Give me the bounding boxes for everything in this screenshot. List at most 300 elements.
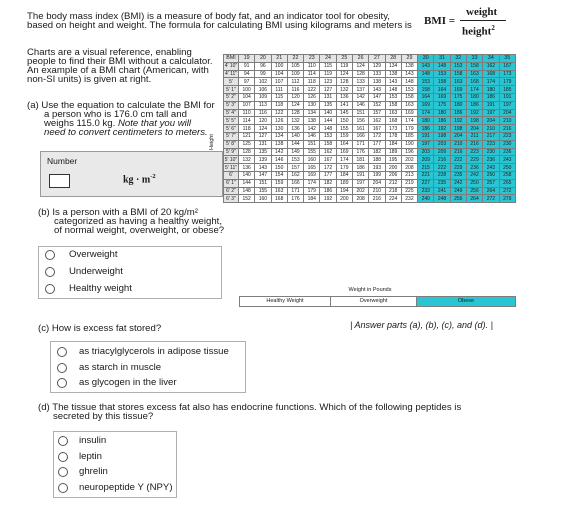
weight-cell: 150: [271, 164, 287, 172]
option-healthy-weight[interactable]: Healthy weight: [69, 283, 132, 294]
weight-cell: 121: [239, 132, 255, 140]
weight-cell: 116: [287, 86, 303, 94]
weight-cell: 122: [304, 86, 320, 94]
weight-cell: 174: [304, 179, 320, 187]
weight-cell: 110: [304, 62, 320, 70]
weight-cell: 172: [320, 164, 336, 172]
weight-cell: 213: [401, 171, 417, 179]
weight-cell: 104: [271, 70, 287, 78]
part-c-question: (c) How is excess fat stored?: [38, 323, 162, 334]
weight-cell: 186: [320, 187, 336, 195]
weight-cell: 172: [369, 132, 385, 140]
weight-cell: 250: [499, 164, 516, 172]
weight-cell: 111: [271, 86, 287, 94]
bmi-table-row: [224, 179, 516, 187]
weight-cell: 209: [434, 148, 450, 156]
weight-cell: 204: [483, 117, 499, 125]
weight-cell: 167: [369, 125, 385, 133]
weight-cell: 182: [369, 148, 385, 156]
option-leptin[interactable]: leptin: [79, 451, 102, 462]
weight-cell: 124: [255, 125, 271, 133]
weight-cell: 232: [401, 195, 417, 203]
weight-cell: 210: [483, 125, 499, 133]
height-label: 5' 11": [224, 164, 238, 171]
weight-cell: 143: [385, 78, 401, 86]
weight-cell: 194: [336, 187, 352, 195]
weight-cell: 164: [418, 93, 434, 101]
weight-cell: 177: [320, 171, 336, 179]
weight-cell: 136: [287, 125, 303, 133]
weight-cell: 250: [466, 179, 482, 187]
radio-healthy-weight[interactable]: [45, 284, 55, 294]
weight-cell: 128: [239, 148, 255, 156]
weight-cell: 169: [418, 101, 434, 109]
weight-cell: 110: [239, 109, 255, 117]
weight-cell: 181: [352, 156, 368, 164]
weight-cell: 116: [255, 109, 271, 117]
option-triacylglycerols[interactable]: as triacylglycerols in adipose tissue: [79, 346, 229, 357]
weight-cell: 124: [352, 62, 368, 70]
weight-cell: 120: [287, 93, 303, 101]
weight-cell: 148: [418, 70, 434, 78]
weight-cell: 136: [336, 93, 352, 101]
legend-obese: Obese: [416, 296, 516, 307]
weight-cell: 192: [320, 195, 336, 203]
weight-cell: 250: [483, 171, 499, 179]
bmi-value-header: 28: [385, 55, 401, 63]
weight-cell: 104: [239, 93, 255, 101]
weight-cell: 216: [499, 125, 516, 133]
bmi-number-input[interactable]: [49, 174, 70, 188]
number-label: Number: [47, 156, 78, 166]
bmi-table-row: [224, 62, 516, 70]
height-label: 6' 3": [224, 195, 239, 203]
radio-neuropeptide-y[interactable]: [58, 483, 68, 493]
bmi-value-header: 29: [401, 55, 417, 63]
bmi-chart-table: [223, 54, 516, 203]
number-answer-box: [40, 151, 223, 197]
part-a-line-4: need to convert centimeters to meters.: [44, 127, 208, 138]
weight-cell: 179: [336, 164, 352, 172]
weight-cell: 106: [255, 86, 271, 94]
option-overweight[interactable]: Overweight: [69, 249, 118, 260]
weight-cell: 163: [450, 78, 466, 86]
weight-cell: 136: [239, 164, 255, 172]
weight-cell: 140: [287, 132, 303, 140]
weight-cell: 180: [466, 93, 482, 101]
weight-cell: 163: [401, 101, 417, 109]
part-b-line-1: (b) Is a person with a BMI of 20 kg/m²: [38, 207, 198, 218]
weight-cell: 264: [483, 187, 499, 195]
weight-cell: 258: [499, 171, 516, 179]
weight-cell: 160: [255, 195, 271, 203]
weight-cell: 173: [499, 70, 516, 78]
weight-cell: 209: [418, 156, 434, 164]
formula-fraction-line: [460, 20, 506, 21]
weight-cell: 169: [304, 171, 320, 179]
charts-line-2: people to find their BMI without a calculator.: [27, 56, 213, 67]
bmi-value-header: 19: [239, 55, 255, 63]
option-starch[interactable]: as starch in muscle: [79, 362, 162, 373]
weight-cell: 148: [401, 78, 417, 86]
weight-cell: 179: [499, 78, 516, 86]
weight-cell: 115: [271, 93, 287, 101]
option-neuropeptide-y[interactable]: neuropeptide Y (NPY): [79, 482, 173, 493]
weight-cell: 134: [304, 109, 320, 117]
weight-cell: 122: [271, 109, 287, 117]
weight-cell: 204: [499, 109, 516, 117]
weight-cell: 132: [336, 86, 352, 94]
bmi-table-row: [224, 171, 516, 179]
bmi-value-header: 26: [352, 55, 368, 63]
bmi-value-header: 30: [418, 55, 434, 63]
bmi-value-header: 23: [304, 55, 320, 63]
weight-cell: 212: [385, 179, 401, 187]
weight-cell: 235: [450, 171, 466, 179]
option-ghrelin[interactable]: ghrelin: [79, 466, 108, 477]
weight-cell: 243: [483, 164, 499, 172]
weight-cell: 177: [369, 140, 385, 148]
weight-cell: 272: [499, 187, 516, 195]
part-b-line-3: of normal weight, overweight, or obese?: [54, 225, 225, 236]
weight-cell: 153: [287, 156, 303, 164]
weight-cell: 256: [466, 187, 482, 195]
height-label: 5' 7": [224, 132, 239, 140]
weight-cell: 173: [385, 125, 401, 133]
weight-cell: 119: [336, 62, 352, 70]
weight-cell: 168: [483, 70, 499, 78]
bmi-value-header: 21: [271, 55, 287, 63]
legend-healthy-weight: Healthy Weight: [239, 296, 331, 307]
bmi-table-row: [224, 70, 516, 78]
weight-cell: 223: [499, 132, 516, 140]
weight-cell: 184: [336, 171, 352, 179]
weight-cell: 180: [450, 101, 466, 109]
weight-cell: 174: [418, 109, 434, 117]
weight-cell: 166: [352, 132, 368, 140]
weight-cell: 225: [401, 187, 417, 195]
weight-cell: 155: [304, 148, 320, 156]
weight-cell: 222: [434, 164, 450, 172]
weight-cell: 168: [385, 117, 401, 125]
weight-cell: 144: [239, 179, 255, 187]
bmi-corner-label: BMI: [224, 55, 239, 63]
part-a-line-2: a person who is 176.0 cm tall and: [44, 109, 187, 120]
weight-cell: 265: [499, 179, 516, 187]
weight-cell: 143: [369, 86, 385, 94]
weight-cell: 180: [483, 86, 499, 94]
weight-cell: 138: [401, 62, 417, 70]
part-a-line-1: (a) Use the equation to calculate the BMI for: [27, 100, 215, 111]
weight-cell: 100: [239, 86, 255, 94]
weight-cell: 193: [369, 164, 385, 172]
weight-cell: 159: [336, 132, 352, 140]
weight-cell: 200: [385, 164, 401, 172]
weight-cell: 153: [434, 70, 450, 78]
weight-cell: 165: [304, 164, 320, 172]
answer-note: | Answer parts (a), (b), (c), and (d). |: [350, 320, 493, 330]
weight-cell: 235: [434, 179, 450, 187]
weight-cell: 114: [239, 117, 255, 125]
weight-cell: 166: [287, 179, 303, 187]
weight-cell: 168: [271, 195, 287, 203]
height-label: 5' 4": [224, 109, 239, 117]
charts-line-3: An example of a BMI chart (American, with: [27, 65, 209, 76]
weight-cell: 236: [466, 164, 482, 172]
weight-cell: 153: [385, 93, 401, 101]
charts-line-4: non-SI units) is given at right.: [27, 74, 152, 85]
weight-cell: 197: [483, 109, 499, 117]
weight-cell: 126: [304, 93, 320, 101]
weight-cell: 148: [434, 62, 450, 70]
weight-cell: 217: [483, 132, 499, 140]
weight-cell: 135: [320, 101, 336, 109]
weight-cell: 186: [450, 109, 466, 117]
weight-cell: 158: [434, 78, 450, 86]
weight-cell: 175: [450, 93, 466, 101]
bmi-value-header: 27: [369, 55, 385, 63]
weight-cell: 186: [483, 93, 499, 101]
weight-cell: 112: [287, 78, 303, 86]
weight-cell: 219: [401, 179, 417, 187]
intro-line-2: based on height and weight. The formula for calculating BMI using kilograms and meters is: [27, 20, 412, 31]
weight-cell: 210: [450, 140, 466, 148]
weight-cell: 137: [352, 86, 368, 94]
weight-cell: 279: [499, 195, 516, 203]
weight-cell: 240: [418, 195, 434, 203]
weight-cell: 153: [450, 62, 466, 70]
chart-ylabel: Height: [209, 134, 215, 150]
weight-cell: 256: [450, 195, 466, 203]
weight-cell: 169: [401, 109, 417, 117]
radio-glycogen[interactable]: [57, 378, 67, 388]
bmi-table-row: [224, 140, 516, 148]
weight-cell: 272: [483, 195, 499, 203]
bmi-table-row: [224, 132, 516, 140]
height-label: 5' 1": [224, 86, 239, 94]
weight-cell: 113: [255, 101, 271, 109]
weight-cell: 179: [401, 125, 417, 133]
weight-cell: 171: [352, 140, 368, 148]
bmi-value-header: 24: [320, 55, 336, 63]
weight-cell: 142: [352, 93, 368, 101]
weight-cell: 118: [271, 101, 287, 109]
weight-cell: 133: [352, 78, 368, 86]
height-label: 5' 10": [224, 156, 238, 163]
weight-cell: 132: [239, 156, 255, 164]
weight-cell: 171: [287, 187, 303, 195]
weight-cell: 224: [385, 195, 401, 203]
weight-cell: 164: [336, 140, 352, 148]
weight-cell: 151: [255, 179, 271, 187]
weight-cell: 249: [450, 187, 466, 195]
weight-cell: 233: [418, 187, 434, 195]
weight-cell: 206: [385, 171, 401, 179]
bmi-table-row: [224, 195, 516, 203]
weight-cell: 127: [320, 86, 336, 94]
part-d-line-2: secreted by this tissue?: [53, 411, 154, 422]
weight-cell: 236: [483, 156, 499, 164]
weight-cell: 229: [450, 164, 466, 172]
height-label: 5' 6": [224, 125, 239, 133]
weight-cell: 114: [304, 70, 320, 78]
weight-cell: 227: [418, 179, 434, 187]
weight-cell: 184: [385, 140, 401, 148]
weight-cell: 158: [320, 140, 336, 148]
weight-cell: 186: [352, 164, 368, 172]
weight-cell: 208: [401, 164, 417, 172]
part-b-line-2: categorized as having a healthy weight,: [54, 216, 222, 227]
weight-cell: 129: [369, 62, 385, 70]
weight-cell: 134: [271, 132, 287, 140]
weight-cell: 167: [499, 62, 516, 70]
weight-cell: 155: [336, 125, 352, 133]
weight-cell: 99: [255, 70, 271, 78]
height-label: 5' 3": [224, 101, 239, 109]
weight-cell: 164: [434, 86, 450, 94]
weight-cell: 200: [336, 195, 352, 203]
weight-cell: 192: [466, 109, 482, 117]
weight-cell: 174: [466, 86, 482, 94]
bmi-table-row: [224, 93, 516, 101]
option-underweight[interactable]: Underweight: [69, 266, 123, 277]
bmi-value-header: 25: [336, 55, 352, 63]
height-label: 5' 9": [224, 148, 239, 156]
weight-cell: 151: [304, 140, 320, 148]
weight-cell: 130: [271, 125, 287, 133]
weight-cell: 131: [320, 93, 336, 101]
weight-cell: 154: [271, 171, 287, 179]
weight-cell: 223: [483, 140, 499, 148]
weight-cell: 94: [239, 70, 255, 78]
weight-cell: 109: [287, 70, 303, 78]
weight-cell: 152: [239, 195, 255, 203]
height-label: 6': [224, 171, 239, 179]
bmi-table-row: [224, 164, 516, 172]
weight-cell: 222: [450, 156, 466, 164]
weight-cell: 139: [255, 156, 271, 164]
weight-cell: 140: [320, 109, 336, 117]
weight-cell: 195: [385, 156, 401, 164]
bmi-value-header: 33: [466, 55, 482, 63]
weight-cell: 96: [255, 62, 271, 70]
weight-cell: 188: [369, 156, 385, 164]
weight-cell: 102: [255, 78, 271, 86]
weight-cell: 148: [239, 187, 255, 195]
legend-overweight: Overweight: [330, 296, 417, 307]
weight-cell: 142: [271, 148, 287, 156]
weight-cell: 159: [271, 179, 287, 187]
weight-cell: 179: [304, 187, 320, 195]
radio-triacylglycerols[interactable]: [57, 347, 67, 357]
option-glycogen[interactable]: as glycogen in the liver: [79, 377, 177, 388]
radio-leptin[interactable]: [58, 452, 68, 462]
weight-cell: 146: [304, 132, 320, 140]
weight-cell: 169: [336, 148, 352, 156]
height-label: 5' 8": [224, 140, 239, 148]
weight-cell: 163: [271, 187, 287, 195]
unit-label: kg · $m^{-2}$: [123, 173, 156, 186]
weight-cell: 199: [369, 171, 385, 179]
weight-cell: 162: [287, 171, 303, 179]
weight-cell: 140: [239, 171, 255, 179]
weight-cell: 142: [304, 125, 320, 133]
weight-cell: 151: [352, 109, 368, 117]
weight-cell: 138: [385, 70, 401, 78]
weight-cell: 155: [255, 187, 271, 195]
radio-overweight[interactable]: [45, 250, 55, 260]
bmi-table-row: [224, 78, 516, 86]
weight-cell: 190: [401, 140, 417, 148]
weight-cell: 230: [483, 148, 499, 156]
height-label: 5' 5": [224, 117, 239, 125]
weight-cell: 162: [320, 148, 336, 156]
weight-cell: 198: [466, 117, 482, 125]
weight-cell: 138: [304, 117, 320, 125]
radio-ghrelin[interactable]: [58, 467, 68, 477]
weight-cell: 146: [352, 101, 368, 109]
weight-cell: 132: [287, 117, 303, 125]
weight-cell: 185: [401, 132, 417, 140]
weight-cell: 197: [352, 179, 368, 187]
weight-cell: 228: [434, 171, 450, 179]
weight-cell: 107: [271, 78, 287, 86]
weight-cell: 150: [336, 117, 352, 125]
weight-cell: 216: [369, 195, 385, 203]
weight-cell: 169: [450, 86, 466, 94]
weight-cell: 133: [369, 70, 385, 78]
weight-cell: 158: [466, 62, 482, 70]
weight-cell: 178: [385, 132, 401, 140]
weight-cell: 109: [255, 93, 271, 101]
weight-cell: 189: [336, 179, 352, 187]
part-d-line-1: (d) The tissue that stores excess fat also has endocrine functions. Which of the following peptides is: [38, 402, 462, 413]
weight-cell: 202: [352, 187, 368, 195]
weight-cell: 158: [418, 86, 434, 94]
bmi-table-row: [224, 109, 516, 117]
weight-cell: 163: [385, 109, 401, 117]
weight-cell: 100: [271, 62, 287, 70]
weight-cell: 186: [466, 101, 482, 109]
weight-cell: 191: [499, 93, 516, 101]
weight-cell: 143: [418, 62, 434, 70]
weight-cell: 146: [271, 156, 287, 164]
weight-cell: 162: [483, 62, 499, 70]
weight-cell: 156: [352, 117, 368, 125]
radio-insulin[interactable]: [58, 436, 68, 446]
formula-numerator: weight: [466, 6, 498, 18]
weight-cell: 162: [369, 117, 385, 125]
weight-cell: 126: [271, 117, 287, 125]
weight-cell: 204: [450, 132, 466, 140]
radio-underweight[interactable]: [45, 267, 55, 277]
weight-cell: 241: [434, 187, 450, 195]
weight-cell: 130: [304, 101, 320, 109]
weight-cell: 144: [320, 117, 336, 125]
option-insulin[interactable]: insulin: [79, 435, 107, 446]
intro-line-1: The body mass index (BMI) is a measure of body fat, and an indicator tool for obesity,: [27, 11, 390, 22]
weight-cell: 176: [352, 148, 368, 156]
bmi-table-row: [224, 101, 516, 109]
radio-starch[interactable]: [57, 363, 67, 373]
weight-cell: 221: [418, 171, 434, 179]
weight-cell: 174: [336, 156, 352, 164]
weight-cell: 203: [418, 148, 434, 156]
weight-cell: 149: [287, 148, 303, 156]
weight-cell: 202: [401, 156, 417, 164]
weight-cell: 229: [466, 156, 482, 164]
bmi-table-row: [224, 125, 516, 133]
